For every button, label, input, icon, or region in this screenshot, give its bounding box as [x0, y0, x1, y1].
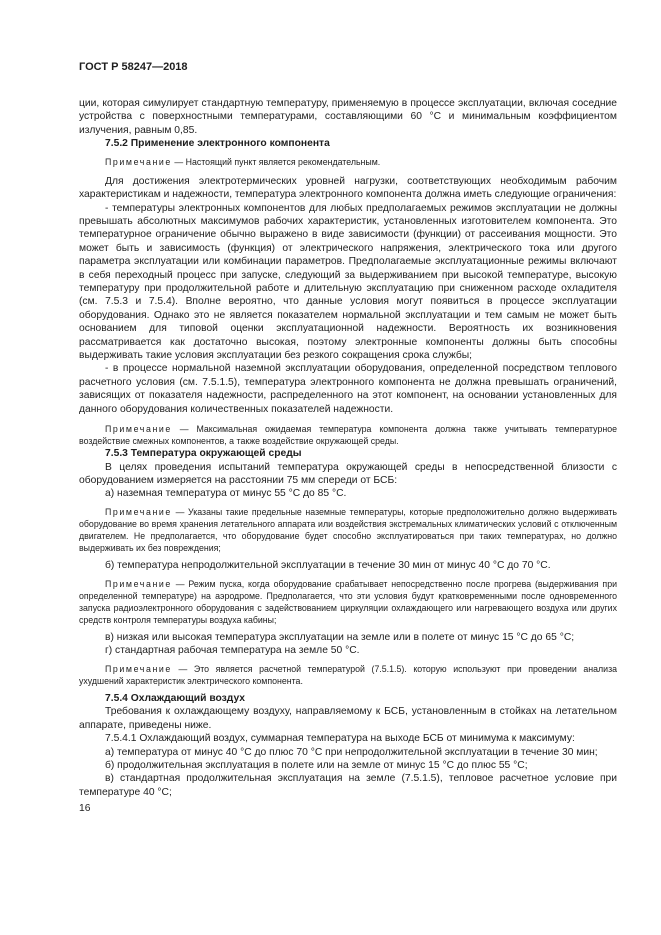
note-text: — Настоящий пункт является рекомендательным.: [171, 156, 381, 167]
section-7-5-2-title: 7.5.2 Применение электронного компонента: [105, 138, 330, 150]
note-startup-mode: [79, 578, 617, 626]
page-number: 16: [79, 803, 91, 815]
list-item-b-short-term: б) температура непродолжительной эксплуатации в течение 30 мин от минус 40 °С до 70 °С.: [105, 560, 551, 572]
section-7-5-3-paragraph: В целях проведения испытаний температура окружающей среды в непосредственной близости с оборудованием измеряется на расстоянии 75 мм спереди от БСБ:: [79, 461, 617, 487]
note-ground-limits: [79, 506, 617, 554]
note-label: Примечание: [105, 156, 172, 167]
list-item-d-standard: г) стандартная рабочая температура на земле 50 °С.: [105, 645, 360, 657]
note-text: — Режим пуска, когда оборудование срабатывает непосредственно после прогрева (выдерживания при определенной температуре) на аэродроме. Предполагается, что эти условия будут кратковременными после одновременного запуска радиоэлектронного оборудования с задействованием циркуляции охлаждающего или нагревающего воздуха или других средств контроля температуры воздуха кабины;: [79, 578, 617, 625]
list-item-component-limits: - температуры электронных компонентов для любых предполагаемых режимов эксплуатации не должны превышать абсолютных максимумов рабочих характеристик, установленных изготовителем компонента. Это температурное ограничение обычно выражено в виде зависимости (функции) от рассеивания мощности. Это может быть и зависимость (функция) от электрического напряжения, электрического тока или другого параметра эксплуатации или комбинации параметров. Предполагаемые эксплуатационные режимы включают в себя переходный процесс при запуске, следующий за выдерживанием при высокой температуре, высокую температуру при продолжительной работе и длительную эксплуатацию при сниженном расходе охладителя (см. 7.5.3 и 7.5.4). Вполне вероятно, что данные условия могут появиться в процессе эксплуатации оборудования. Однако это не является показателем нормальной эксплуатации и тем самым не может быть основанием для типовой оценки эксплуатационной надежности. Вероятность их возникновения рассматривается как достаточно высокая, поэтому электронные компоненты должны быть способны выдерживать такие условия эксплуатации без резкого сокращения срока службы;: [79, 202, 617, 361]
section-7-5-3-title: 7.5.3 Температура окружающей среды: [105, 448, 302, 460]
note-text: — Это является расчетной температурой (7.5.1.5). которую используют при проведении анализа ухудшений характеристик электрического компонента.: [79, 663, 617, 686]
note-recommendatory: [79, 156, 617, 168]
note-label: Примечание: [105, 506, 172, 517]
list-item-c-cooling: в) стандартная продолжительная эксплуатация на земле (7.5.1.5), тепловое расчетное условие при температуре 40 °С;: [79, 773, 617, 798]
intro-paragraph: ции, которая симулирует стандартную температуру, применяемую в процессе эксплуатации, включая соседние устройства с поверхностными температурами, составляющими 60 °С и минимальным коэффициентом излучения, равным 0,85.: [79, 98, 617, 136]
section-7-5-4-title: 7.5.4 Охлаждающий воздух: [105, 693, 246, 704]
list-item-c-low-high: в) низкая или высокая температура эксплуатации на земле или в полете от минус 15 °С до 65 °С;: [105, 632, 575, 643]
list-item-a-cooling: а) температура от минус 40 °С до плюс 70 °С при непродолжительной эксплуатации в течение 30 мин;: [105, 746, 598, 758]
note-label: Примечание: [105, 424, 172, 435]
standard-header: ГОСТ Р 58247—2018: [79, 61, 188, 73]
list-item-a-ground-temperature: а) наземная температура от минус 55 °С до 85 °С.: [105, 488, 347, 500]
section-7-5-2-paragraph: Для достижения электротермических уровней нагрузки, соответствующих необходимым рабочим характеристикам и надежности, температура электронного компонента должна иметь следующие ограничения:: [79, 175, 617, 201]
note-label: Примечание: [105, 663, 172, 674]
note-design-temperature: [79, 663, 617, 687]
section-7-5-4-1-paragraph: 7.5.4.1 Охлаждающий воздух, суммарная температура на выходе БСБ от минимума к максимуму:: [105, 733, 575, 745]
note-label: Примечание: [105, 578, 172, 589]
section-7-5-4-paragraph: Требования к охлаждающему воздуху, направляемому к БСБ, установленным в стойках на летательном аппарате, приведены ниже.: [79, 706, 617, 731]
note-text: — Максимальная ожидаемая температура компонента должна также учитывать температурное воздействие смежных компонентов, а также воздействие окружающей среды.: [79, 424, 617, 447]
list-item-b-cooling: б) продолжительная эксплуатация в полете или на земле от минус 15 °С до плюс 55 °С;: [105, 760, 528, 772]
list-item-normal-operation: - в процессе нормальной наземной эксплуатации оборудования, определенной посредством теплового расчетного условия (см. 7.5.1.5), температура электронного компонента не должна превышать ограничений, зависящих от показателя надежности, распределенного на этот компонент, на основании установленных для данного оборудования количественных показателей надежности.: [79, 363, 617, 415]
note-text: — Указаны такие предельные наземные температуры, которые предположительно должно выдерживать оборудование во время хранения летательного аппарата или воздействия экстремальных климатических условий с отключенным двигателем. Не предполагается, что оборудование будет способно эксплуатироваться при таких температурах, но должно выдерживать их без повреждения;: [79, 506, 617, 554]
note-max-temperature: [79, 423, 617, 447]
